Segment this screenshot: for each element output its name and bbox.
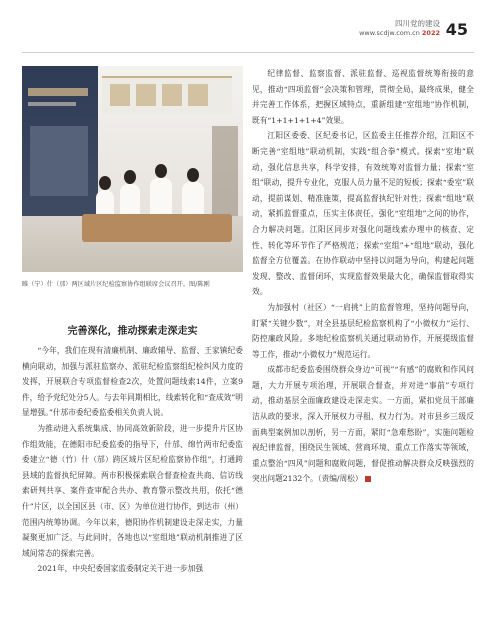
final-paragraph-text: 成都市纪委监委围绕群众身边“可视”“有感”的腐败和作风问题，大力开展专项治理，开展联合督查，并对进“事前”专项行动，推动基层全面廉政建设走深走实。一方面，紧扣党员干部廉洁从政的要求，深入开展权力寻租、权力行为。对市县乡三级反面典型案例加以剖析，另一方面，紧盯“急难愁盼”，实施问题检视纪律监督，围绕民生领域、营商环境、重点工作落实等领域，重点整治“四风”问题和腐败问题，督促推动解决群众反映强烈的突出问题2132个。（责编/周松）: [252, 365, 474, 484]
slogan-char: [136, 84, 156, 106]
article-column-left: [22, 343, 243, 577]
slogan-char: [162, 84, 182, 106]
magazine-name: 四川党的建设: [395, 19, 440, 28]
photo-person: [120, 184, 140, 218]
photo-person-head: [99, 176, 111, 190]
photo-table: [82, 214, 232, 242]
end-mark-icon: [365, 476, 371, 482]
paragraph: 江阳区委委、区纪委书记，区监委主任推荐介绍，江阳区不断完善“室组地”联动机制，实践“组合拳”模式。探索“室地”联动，强化信息共享，科学安排，有效统筹对监督力量；探索“室组”联动，提升专业化，克服人员力量不足的短板；探索“委室”联动，提前谋划、精准施策，提高监督执纪针对性；探索“组地”联动，紧抓监督重点，压实主体责任，强化“室组地”之间的协作，合力解决问题。江阳区同步对强化问题线索办理中的核查、定性、转化等环节作了严格规范；探索“室组”+“组地”联动，强化监督全方位覆盖。在协作联动中坚持以问题为导向，构建起问题发现、整改、监督闭环，实现监督效果最大化，确保监督取得实效。: [252, 131, 474, 297]
paragraph: 为推动进入系统集成、协同高效新阶段，进一步提升片区协作组效能，在德阳市纪委监委的指导下，什邡、绵竹两市纪委监委建立“德（竹）什（邡）跨区域片区纪检监察协作组”，打通跨县域的监督执纪屏障。两市积极探索联合督查检查共商、信访线索研判共享、案件查审配合共办、教育警示整改共用，依托“德什”片区，以全国区县（市、区）为单位进行协作，到达市（州）范围内统筹协调。今年以来，德阳协作机制建设走深走实，力量凝聚更加广泛。与此同时，各地也以“室组地”联动机制推进了区域间常态的探索完善。: [22, 423, 243, 558]
header-rule: [22, 52, 474, 53]
photo-person: [182, 182, 204, 218]
photo-person: [150, 178, 172, 218]
paragraph: 纪律监督、监察监督、派驻监督、巡视监督统筹衔接的意见，推动“四项监督”会决策和管理，贯彻全局，最终成果，健全并完善工作体系，把握区域特点，重新组建“室组地”协作机制，既有“1+1+1+1+4”效果。: [252, 69, 474, 125]
board-panel: [30, 126, 88, 196]
issue-year: 2022: [421, 29, 440, 37]
magazine-url: [359, 29, 440, 37]
page-header: [268, 18, 468, 52]
photo-person-head: [124, 170, 136, 184]
photo-display-board: [22, 66, 98, 216]
meeting-photo: [22, 66, 243, 272]
paragraph: 2021年，中央纪委国家监委制定关于进一步加强: [37, 564, 204, 574]
photo-caption: 睢（宁）什（邡）两区域片区纪检监察协作组联席会议召开。图/陈刚: [22, 281, 210, 288]
paragraph: 为加强村（社区）“一肩挑”上的监督管理，坚持问题导向，盯紧“关键少数”，对全县基层纪检监察机构了“小微权力”运行、防控廉政风险。多地纪检监察机关通过联动协作，开展提级监督等工作，推动“小微权力”规范运行。: [252, 302, 474, 359]
photo-cabinet: [212, 126, 238, 216]
board-title-strip: [28, 88, 88, 96]
photo-person-head: [187, 168, 199, 182]
page-number: 45: [445, 20, 468, 39]
article-column-right: [252, 66, 474, 487]
board-subtitle-strip: [28, 102, 76, 106]
photo-wall-slogan: [102, 76, 232, 114]
photo-person-head: [155, 164, 167, 178]
url-prefix: www.scdjw.com.cn: [359, 29, 422, 37]
slogan-char: [188, 84, 208, 106]
slogan-char: [110, 84, 130, 106]
section-subheading: 完善深化，推动探索走深走实: [67, 326, 198, 337]
paragraph: “今年，我们在现有清廉机制、廉政辅导、监督、王家镇纪委横向联动，加强与派驻监察办、派驻纪检监察组纪检纠风力度的发挥，开展联合专项监督检查2次，处置问题线索14件，立案9件，给予党纪处分5人。与去年同期相比，线索转化和“查成效”明显增强。”什邡市委纪委监委相关负责人说。: [22, 346, 243, 418]
paragraph-final: [252, 362, 474, 487]
